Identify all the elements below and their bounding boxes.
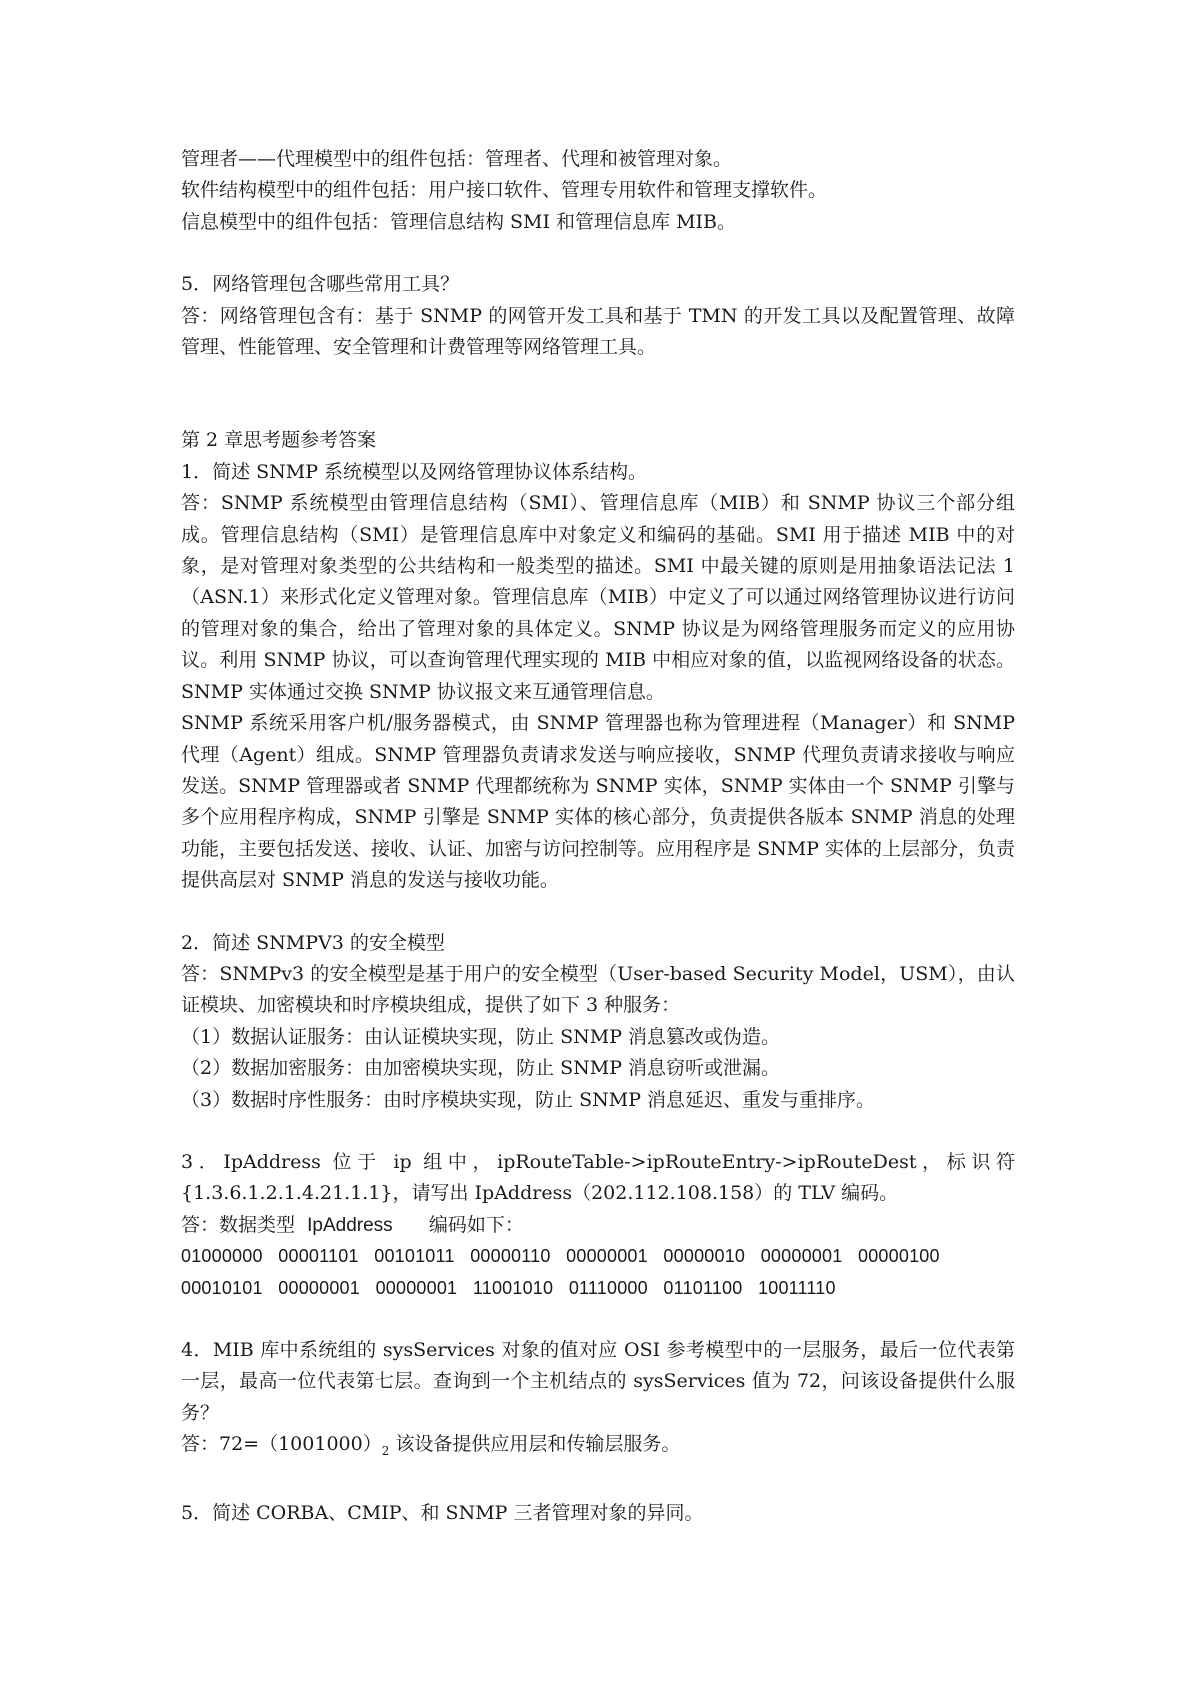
ch2-q3-binary-row-1: 01000000 00001101 00101011 00000110 00000001 00000010 00000001 00000100 xyxy=(181,1246,940,1267)
ch2-q3-answer-type: IpAddress xyxy=(307,1214,393,1236)
ch2-q3-question-line-2: {1.3.6.1.2.1.4.21.1.1}，请写出 IpAddress（202.112.108.158）的 TLV 编码。 xyxy=(181,1182,899,1205)
spacer xyxy=(181,1116,1015,1147)
ch2-q2-item-2: （2）数据加密服务：由加密模块实现，防止 SNMP 消息窃听或泄漏。 xyxy=(181,1057,781,1080)
ch2-q3-binary-row-2: 00010101 00000001 00000001 11001010 01110000 01101100 10011110 xyxy=(181,1277,836,1298)
ch2-q4-answer-pre: 答：72=（1001000） xyxy=(181,1433,382,1456)
spacer xyxy=(181,238,1015,269)
ch2-q5-question: 5．简述 CORBA、CMIP、和 SNMP 三者管理对象的异同。 xyxy=(181,1502,704,1525)
ch2-q4-answer-post: 该设备提供应用层和传输层服务。 xyxy=(395,1433,681,1456)
page-content xyxy=(181,144,1015,1530)
ch2-q1-answer-paragraph-2: SNMP 系统采用客户机/服务器模式，由 SNMP 管理器也称为管理进程（Manager）和 SNMP 代理（Agent）组成。SNMP 管理器负责请求发送与响应接收，SNMP 代理负责请求接收与响应发送。SNMP 管理器或者 SNMP 代理都统称为 SNMP 实体，SNMP 实体由一个 SNMP 引擎与多个应用程序构成，SNMP 引擎是 SNMP 实体的核心部分，负责提供各版本 SNMP 消息的处理功能，主要包括发送、接收、认证、加密与访问控制等。应用程序是 SNMP 实体的上层部分，负责提供高层对 SNMP 消息的发送与接收功能。 xyxy=(181,712,1015,892)
ch2-q3-answer-suffix: 编码如下： xyxy=(428,1213,524,1236)
ch2-q2-question: 2．简述 SNMPV3 的安全模型 xyxy=(181,931,445,954)
spacer xyxy=(181,897,1015,928)
ch2-q1-question: 1．简述 SNMP 系统模型以及网络管理协议体系结构。 xyxy=(181,460,648,483)
spacer xyxy=(181,363,1015,425)
ch1-q5-answer: 答：网络管理包含有：基于 SNMP 的网管开发工具和基于 TMN 的开发工具以及配置管理、故障管理、性能管理、安全管理和计费管理等网络管理工具。 xyxy=(181,304,1015,359)
ch2-q1-answer-paragraph-1: 答：SNMP 系统模型由管理信息结构（SMI）、管理信息库（MIB）和 SNMP 协议三个部分组成。管理信息结构（SMI）是管理信息库中对象定义和编码的基础。SMI 用于描述 MIB 中的对象，是对管理对象类型的公共结构和一般类型的描述。SMI 中最关键的原则是用抽象语法记法 1（ASN.1）来形式化定义管理对象。管理信息库（MIB）中定义了可以通过网络管理协议进行访问的管理对象的集合，给出了管理对象的具体定义。SNMP 协议是为网络管理服务而定义的应用协议。利用 SNMP 协议，可以查询管理代理实现的 MIB 中相应对象的值，以监视网络设备的状态。SNMP 实体通过交换 SNMP 协议报文来互通管理信息。 xyxy=(181,492,1015,703)
ch2-q4-question: 4．MIB 库中系统组的 sysServices 对象的值对应 OSI 参考模型中的一层服务，最后一位代表第一层，最高一位代表第七层。查询到一个主机结点的 sysServices 值为 72，问该设备提供什么服务？ xyxy=(181,1339,1015,1424)
ch2-q2-item-3: （3）数据时序性服务：由时序模块实现，防止 SNMP 消息延迟、重发与重排序。 xyxy=(181,1088,876,1111)
ch2-q3-answer-prefix: 答：数据类型 xyxy=(181,1213,296,1236)
ch1-q5-question: 5．网络管理包含哪些常用工具？ xyxy=(181,273,460,296)
ch2-q2-item-1: （1）数据认证服务：由认证模块实现，防止 SNMP 消息篡改或伪造。 xyxy=(181,1025,781,1048)
chapter-2-title: 第 2 章思考题参考答案 xyxy=(181,429,377,452)
intro-line-1: 管理者——代理模型中的组件包括：管理者、代理和被管理对象。 xyxy=(181,148,733,170)
spacer xyxy=(181,1304,1015,1335)
ch2-q4-answer xyxy=(181,1429,1015,1467)
spacer xyxy=(181,1467,1015,1498)
ch2-q3-question-line-1: 3．IpAddress 位于 ip 组中，ipRouteTable->ipRouteEntry->ipRouteDest，标识符 xyxy=(181,1150,1015,1173)
intro-line-3: 信息模型中的组件包括：管理信息结构 SMI 和管理信息库 MIB。 xyxy=(181,210,737,233)
intro-line-2: 软件结构模型中的组件包括：用户接口软件、管理专用软件和管理支撑软件。 xyxy=(181,179,828,202)
ch2-q3-answer-intro xyxy=(181,1210,1015,1241)
ch2-q4-answer-subscript: 2 xyxy=(381,1444,390,1459)
ch2-q2-answer: 答：SNMPv3 的安全模型是基于用户的安全模型（User-based Security Model，USM），由认证模块、加密模块和时序模块组成，提供了如下 3 种服务： xyxy=(181,962,1015,1017)
